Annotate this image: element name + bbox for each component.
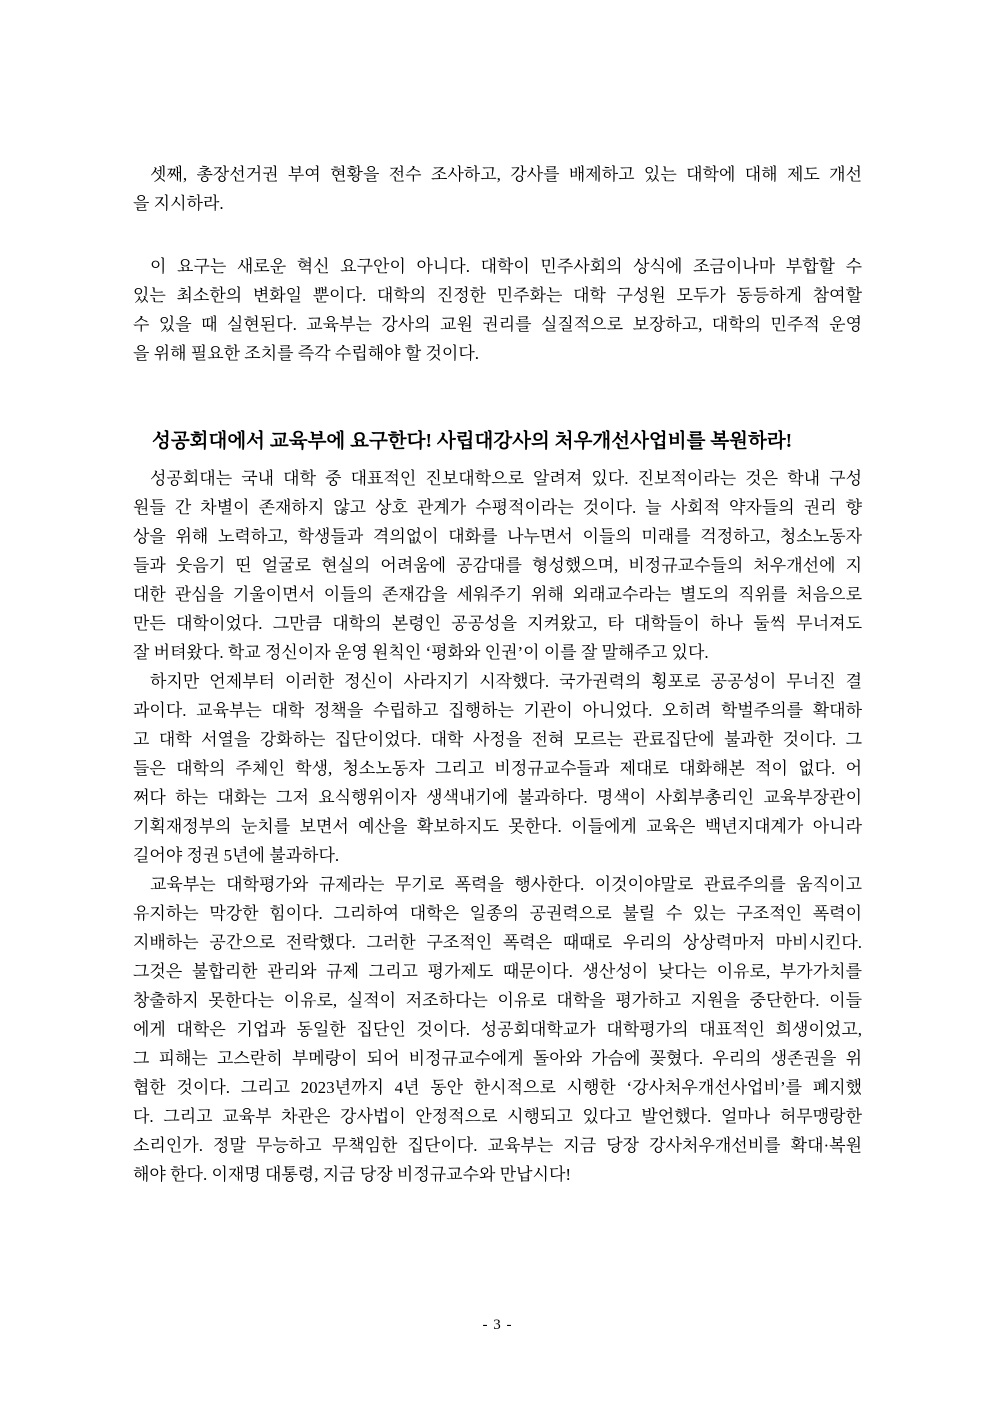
document-body xyxy=(133,0,862,1189)
text-line: 을 위해 필요한 조치를 즉각 수립해야 할 것이다. xyxy=(133,344,480,363)
page-number: - 3 - xyxy=(482,1317,513,1333)
text-line: 다. 그리고 교육부 차관은 강사법이 안정적으로 시행되고 있다고 발언했다. 얼마나 허무맹랑한 xyxy=(133,1107,862,1126)
text-line: 수 있을 때 실현된다. 교육부는 강사의 교원 권리를 실질적으로 보장하고, 대학의 민주적 운영 xyxy=(133,315,862,334)
text-line: 만든 대학이었다. 그만큼 대학의 본령인 공공성을 지켜왔고, 타 대학들이 하나 둘씩 무너져도 xyxy=(133,614,862,633)
text-line: 해야 한다. 이재명 대통령, 지금 당장 비정규교수와 만납시다! xyxy=(133,1165,572,1184)
text-line: 성공회대는 국내 대학 중 대표적인 진보대학으로 알려져 있다. 진보적이라는 것은 학내 구성 xyxy=(150,469,862,488)
text-line: 셋째, 총장선거권 부여 현황을 전수 조사하고, 강사를 배제하고 있는 대학에 대해 제도 개선 xyxy=(150,165,862,184)
text-line: 소리인가. 정말 무능하고 무책임한 집단이다. 교육부는 지금 당장 강사처우개선비를 확대·복원 xyxy=(133,1136,862,1155)
text-line: 잘 버텨왔다. 학교 정신이자 운영 원칙인 ‘평화와 인권’이 이를 잘 말해주고 있다. xyxy=(133,643,709,662)
paragraph xyxy=(133,870,862,1189)
text-line: 기획재정부의 눈치를 보면서 예산을 확보하지도 못한다. 이들에게 교육은 백년지대계가 아니라 xyxy=(133,817,862,836)
text-line: 하지만 언제부터 이러한 정신이 사라지기 시작했다. 국가권력의 횡포로 공공성이 무너진 결 xyxy=(150,672,862,691)
text-line: 협한 것이다. 그리고 2023년까지 4년 동안 한시적으로 시행한 ‘강사처우개선사업비’를 폐지했 xyxy=(133,1078,862,1097)
text-line: 들은 대학의 주체인 학생, 청소노동자 그리고 비정규교수들과 제대로 대화해본 적이 없다. 어 xyxy=(133,759,862,778)
text-line: 길어야 정권 5년에 불과하다. xyxy=(133,846,340,865)
paragraph xyxy=(133,667,862,870)
text-line: 유지하는 막강한 힘이다. 그리하여 대학은 일종의 공권력으로 불릴 수 있는 구조적인 폭력이 xyxy=(133,904,862,923)
paragraph xyxy=(133,464,862,667)
paragraph xyxy=(133,252,862,368)
text-line: 이 요구는 새로운 혁신 요구안이 아니다. 대학이 민주사회의 상식에 조금이나마 부합할 수 xyxy=(150,257,862,276)
text-line: 쩌다 하는 대화는 그저 요식행위이자 생색내기에 불과하다. 명색이 사회부총리인 교육부장관이 xyxy=(133,788,862,807)
section-heading xyxy=(133,426,862,458)
text-line: 원들 간 차별이 존재하지 않고 상호 관계가 수평적이라는 것이다. 늘 사회적 약자들의 권리 향 xyxy=(133,498,862,517)
text-line: 상을 위해 노력하고, 학생들과 격의없이 대화를 나누면서 이들의 미래를 걱정하고, 청소노동자 xyxy=(133,527,862,546)
text-line: 에게 대학은 기업과 동일한 집단인 것이다. 성공회대학교가 대학평가의 대표적인 희생이었고, xyxy=(133,1020,862,1039)
text-line: 교육부는 대학평가와 규제라는 무기로 폭력을 행사한다. 이것이야말로 관료주의를 움직이고 xyxy=(150,875,862,894)
page-footer xyxy=(133,1315,862,1335)
text-line: 창출하지 못한다는 이유로, 실적이 저조하다는 이유로 대학을 평가하고 지원을 중단한다. 이들 xyxy=(133,991,862,1010)
heading-line: 성공회대에서 교육부에 요구한다! 사립대강사의 처우개선사업비를 복원하라! xyxy=(152,431,793,452)
text-line: 있는 최소한의 변화일 뿐이다. 대학의 진정한 민주화는 대학 구성원 모두가 동등하게 참여할 xyxy=(133,286,862,305)
text-line: 그것은 불합리한 관리와 규제 그리고 평가제도 때문이다. 생산성이 낮다는 이유로, 부가가치를 xyxy=(133,962,862,981)
text-line: 들과 웃음기 띤 얼굴로 현실의 어려움에 공감대를 형성했으며, 비정규교수들의 처우개선에 지 xyxy=(133,556,862,575)
text-line: 그 피해는 고스란히 부메랑이 되어 비정규교수에게 돌아와 가슴에 꽂혔다. 우리의 생존권을 위 xyxy=(133,1049,862,1068)
text-line: 지배하는 공간으로 전락했다. 그러한 구조적인 폭력은 때때로 우리의 상상력마저 마비시킨다. xyxy=(133,933,862,952)
text-line: 고 대학 서열을 강화하는 집단이었다. 대학 사정을 전혀 모르는 관료집단에 불과한 것이다. 그 xyxy=(133,730,862,749)
text-line: 을 지시하라. xyxy=(133,194,224,213)
text-line: 대한 관심을 기울이면서 이들의 존재감을 세워주기 위해 외래교수라는 별도의 직위를 처음으로 xyxy=(133,585,862,604)
paragraph xyxy=(133,160,862,218)
text-line: 과이다. 교육부는 대학 정책을 수립하고 집행하는 기관이 아니었다. 오히려 학벌주의를 확대하 xyxy=(133,701,862,720)
